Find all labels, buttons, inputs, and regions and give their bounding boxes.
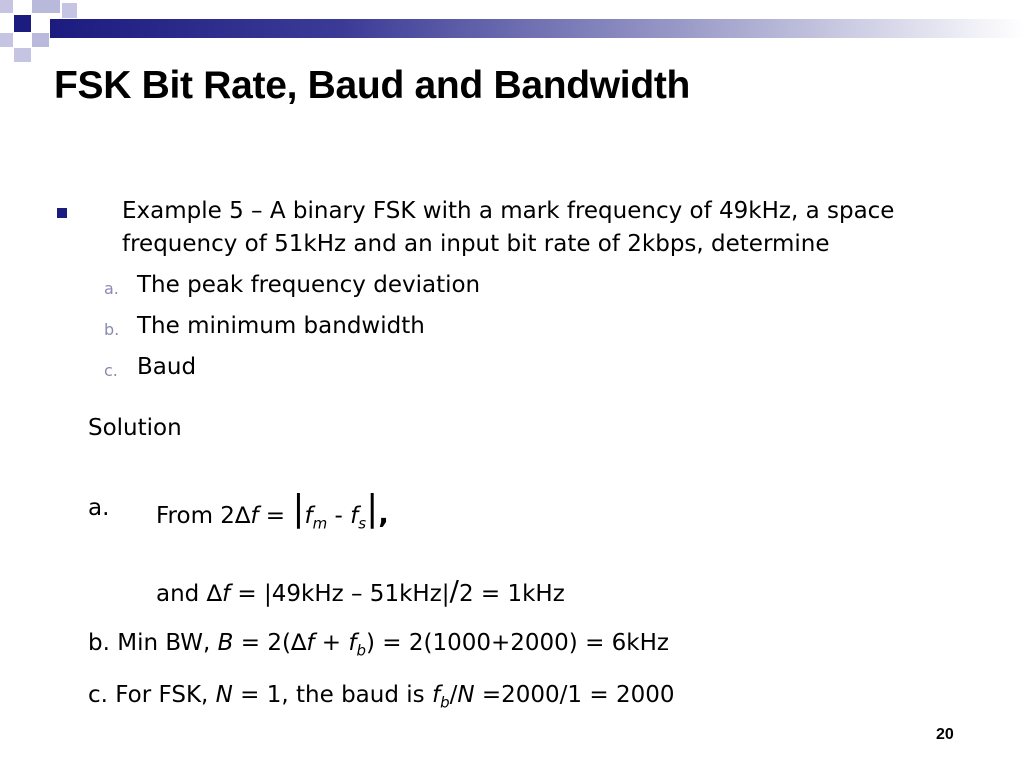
minus-text: - bbox=[327, 503, 351, 529]
sub-item-text: The minimum bandwidth bbox=[137, 313, 425, 339]
delta-symbol: ∆ bbox=[234, 503, 251, 529]
deco-square bbox=[14, 48, 31, 62]
abs-bar-left: | bbox=[292, 488, 305, 529]
square-bullet-icon bbox=[57, 208, 67, 218]
c-prefix: c. For FSK, bbox=[88, 682, 216, 708]
deco-square bbox=[14, 0, 31, 13]
header-gradient-band bbox=[50, 19, 1024, 38]
fm-subscript: m bbox=[312, 514, 328, 533]
abs-bar-right: | bbox=[366, 488, 379, 529]
f-variable: f bbox=[221, 581, 231, 607]
solution-b-line bbox=[88, 630, 669, 660]
result-text: 2 = 1kHz bbox=[458, 581, 565, 607]
f-variable: f bbox=[250, 503, 259, 529]
deco-square bbox=[32, 33, 49, 47]
comma: , bbox=[378, 497, 389, 530]
deco-square bbox=[32, 0, 60, 13]
fs-variable: f bbox=[350, 503, 359, 529]
plus-text: + bbox=[314, 630, 349, 656]
fb-variable: f bbox=[348, 630, 357, 656]
b-mid: = 2( bbox=[233, 630, 291, 656]
slash: / bbox=[449, 574, 459, 607]
deco-square bbox=[0, 0, 13, 13]
solution-heading: Solution bbox=[88, 415, 182, 441]
equals-text: = bbox=[258, 503, 293, 529]
deco-square bbox=[0, 15, 13, 32]
solution-a-label: a. bbox=[88, 495, 110, 521]
fb-subscript: b bbox=[440, 693, 450, 712]
N-variable: N bbox=[215, 682, 233, 708]
delta-symbol: ∆ bbox=[290, 630, 307, 656]
B-variable: B bbox=[217, 630, 234, 656]
deco-square bbox=[32, 15, 49, 32]
sub-item-label: c. bbox=[104, 361, 118, 380]
c-result: =2000/1 = 2000 bbox=[474, 682, 675, 708]
slide-title: FSK Bit Rate, Baud and Bandwidth bbox=[54, 64, 691, 107]
sub-item-text: The peak frequency deviation bbox=[137, 272, 481, 298]
gradient-fill bbox=[50, 19, 1024, 38]
and-text: and bbox=[156, 581, 207, 607]
deco-square bbox=[14, 15, 31, 32]
sub-item-text: Baud bbox=[137, 354, 197, 380]
fm-variable: f bbox=[304, 503, 313, 529]
sub-item-label: b. bbox=[104, 320, 120, 339]
difference-text: = |49kHz – 51kHz| bbox=[230, 581, 450, 607]
question-line-2: frequency of 51kHz and an input bit rate of 2kbps, determine bbox=[122, 231, 830, 257]
solution-and-line bbox=[156, 575, 565, 609]
solution-c-line bbox=[88, 682, 675, 712]
fb-variable: f bbox=[431, 682, 441, 708]
sub-item-label: a. bbox=[104, 279, 119, 298]
b-prefix: b. Min BW, bbox=[88, 630, 218, 656]
N-variable: N bbox=[457, 682, 475, 708]
from-text: From 2 bbox=[156, 503, 235, 529]
page-number: 20 bbox=[936, 726, 954, 743]
deco-square bbox=[14, 33, 31, 47]
question-line-1: Example 5 – A binary FSK with a mark frequency of 49kHz, a space bbox=[122, 198, 895, 224]
b-result: ) = 2(1000+2000) = 6kHz bbox=[366, 630, 669, 656]
f-variable: f bbox=[306, 630, 315, 656]
slash: / bbox=[449, 682, 458, 708]
solution-a-equation bbox=[156, 490, 389, 533]
delta-symbol: ∆ bbox=[206, 581, 222, 607]
c-mid: = 1, the baud is bbox=[232, 682, 432, 708]
fb-subscript: b bbox=[356, 641, 366, 660]
deco-square bbox=[0, 33, 13, 47]
deco-square bbox=[62, 3, 77, 18]
fs-subscript: s bbox=[358, 514, 367, 533]
